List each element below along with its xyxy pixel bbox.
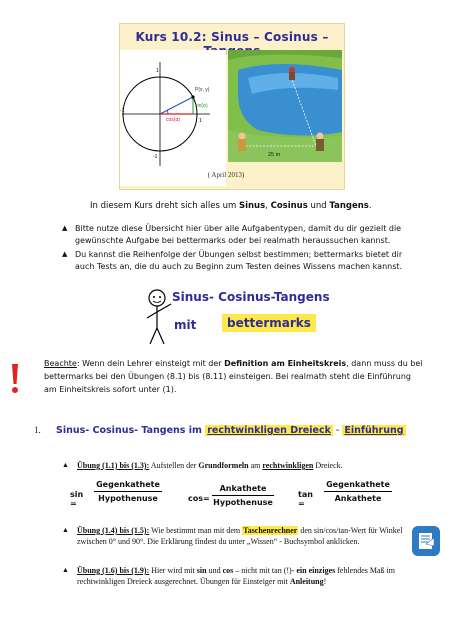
- intro-prefix: In diesem Kurs dreht sich alles um: [90, 201, 239, 211]
- triangle-bullet-icon: ▲: [62, 526, 69, 534]
- distance-label: 25 m: [268, 152, 281, 158]
- intro-tangens: Tangens: [329, 201, 369, 211]
- list-item: [62, 460, 422, 471]
- intro-cosinus: Cosinus: [270, 201, 308, 211]
- cos-denominator: Hypothenuse: [213, 498, 273, 507]
- exercise-label[interactable]: Übung (1.6) bis (1.9):: [77, 566, 150, 575]
- intro-text: [90, 201, 372, 211]
- axis-label-y-top: 1: [156, 68, 159, 74]
- book-icon[interactable]: [412, 526, 440, 556]
- exercise-label[interactable]: Übung (1.4) bis (1.5):: [77, 526, 150, 535]
- logo-brand: bettermarks: [222, 314, 316, 332]
- sin-denominator: Hypothenuse: [98, 494, 158, 503]
- cos-numerator: Ankathete: [219, 484, 267, 493]
- date-caption: ( April 2013): [207, 171, 245, 179]
- note-bold: Definition am Einheitskreis: [224, 359, 347, 368]
- point-label: P(x, y): [195, 87, 210, 93]
- sin-fraction: [94, 480, 162, 503]
- cos-label: cos(α): [166, 117, 181, 123]
- axis-label-x-right: 1: [199, 118, 202, 124]
- sin-label: sin(α): [195, 103, 208, 109]
- item-text: und: [206, 566, 223, 575]
- triangle-bullet-icon: ▲: [62, 250, 68, 258]
- tan-numerator: Gegenkathete: [326, 480, 390, 489]
- axis-label-x-left: -1: [120, 108, 125, 114]
- item-underline: rechtwinkligen: [262, 461, 314, 470]
- item-text: am: [248, 461, 263, 470]
- calculator-highlight: Taschenrechner: [243, 526, 298, 535]
- instruction-list: [62, 223, 422, 275]
- item-text: !: [323, 577, 327, 586]
- item-bold: ein einziges: [296, 566, 336, 575]
- triangle-bullet-icon: ▲: [62, 224, 68, 232]
- section-number: 1.: [34, 425, 41, 435]
- exercise-label[interactable]: Übung (1.1) bis (1.3):: [77, 461, 150, 470]
- item-bold: sin: [196, 566, 207, 575]
- sin-numerator: Gegenkathete: [96, 480, 160, 489]
- course-title: Kurs 10.2: Sinus – Cosinus –: [135, 30, 329, 44]
- logo-title: Sinus- Cosinus-Tangens: [172, 290, 330, 304]
- section-title-end[interactable]: Einführung: [344, 425, 404, 436]
- item-bold: Grundformeln: [198, 461, 249, 470]
- section-title-highlight[interactable]: rechtwinkligen Dreieck: [207, 425, 331, 436]
- triangle-bullet-icon: ▲: [62, 461, 69, 469]
- note-part2: , dann muss du bei bettermarks bei den Übungen (8.1) bis (8.11) einsteigen. Bei realmath steht die Einführung am Einheitskreis sofort unter (1).: [44, 359, 423, 394]
- bullet-text: Du kannst die Reihenfolge der Übungen selbst bestimmen; bettermarks bietet dir auch Tests an, die du auch zu Beginn zum Testen deines Wissens machen kannst.: [75, 250, 403, 271]
- list-item: [62, 223, 422, 246]
- list-item: [62, 565, 422, 587]
- item-bold: cos: [222, 566, 234, 575]
- item-text: Wie bestimmt man mit dem: [149, 526, 243, 535]
- item-text: den sin/cos/tan-Wert für Winkel zwischen 0° und 90°. Die Erklärung findest du unter „Wissen“ - Buchsymbol anklicken.: [77, 526, 403, 546]
- logo-mit: mit: [174, 318, 197, 332]
- section-heading: [34, 425, 406, 436]
- intro-end: .: [368, 201, 372, 211]
- note-text: [44, 357, 424, 396]
- sin-formula-label: sin =: [70, 490, 84, 508]
- formula-row: [70, 480, 420, 518]
- item-text: Aufstellen der: [149, 461, 199, 470]
- river-surveyors-illustration: [228, 50, 342, 162]
- exclamation-icon: [10, 364, 20, 394]
- list-item: [62, 249, 422, 272]
- triangle-bullet-icon: ▲: [62, 566, 69, 574]
- tan-fraction: [324, 480, 392, 503]
- note-label: Beachte: [44, 359, 77, 368]
- intro-sinus: Sinus: [238, 201, 266, 211]
- item-bold: Anleitung: [289, 577, 324, 586]
- note-part1: : Wenn dein Lehrer einsteigt mit der: [76, 359, 225, 368]
- intro-comma: ,: [265, 201, 271, 211]
- item-text: – nicht mit tan (!)-: [233, 566, 297, 575]
- intro-und: und: [307, 201, 330, 211]
- item-text: fehlendes Maß im rechtwinkligen Dreieck ausgerechnet. Übungen für Einsteiger mit: [77, 566, 395, 586]
- tan-formula-label: tan =: [298, 490, 313, 508]
- bullet-text: Bitte nutze diese Übersicht hier über alle Aufgabentypen, damit du dir gezielt die gewünschte Aufgabe bei bettermarks oder bei realmath heraussuchen kannst.: [75, 224, 402, 245]
- unit-circle-diagram: [120, 50, 226, 186]
- section-title: [56, 425, 406, 436]
- section-separator: -: [332, 425, 343, 436]
- item-text: Hier wird mit: [149, 566, 197, 575]
- section-title-part1: Sinus- Cosinus- Tangens im: [56, 425, 206, 436]
- axis-label-y-bottom: -1: [153, 154, 158, 160]
- tan-denominator: Ankathete: [334, 494, 382, 503]
- cos-formula-label: cos=: [188, 494, 210, 503]
- list-item: [62, 525, 407, 547]
- cos-fraction: [212, 484, 274, 507]
- item-text: Dreieck.: [313, 461, 343, 470]
